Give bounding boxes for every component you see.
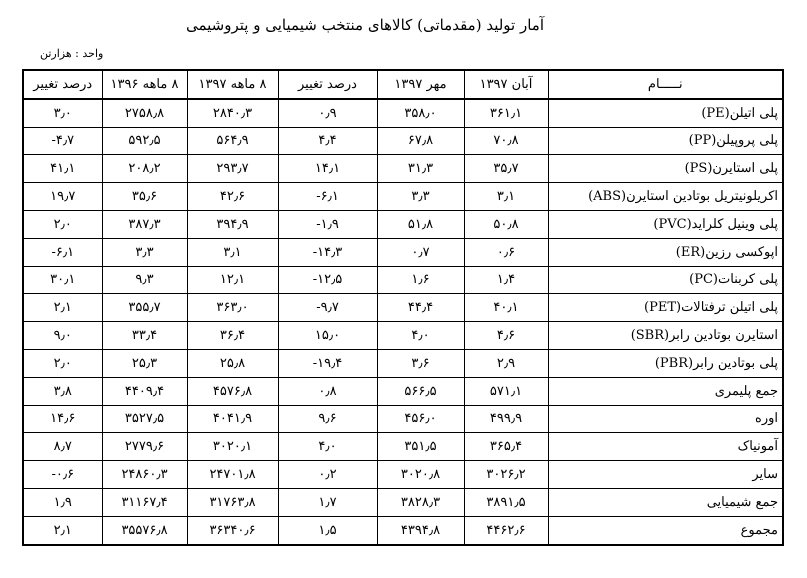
value-cell: ۴٫۶ <box>464 322 548 350</box>
value-cell: -۱٫۹ <box>278 210 377 238</box>
row-name-cell: جمع شیمیایی <box>548 488 783 516</box>
value-cell: ۳۰۲۶٫۲ <box>464 461 548 489</box>
table-title: آمار تولید (مقدماتی) کالاهای منتخب شیمیایی و پتروشیمی <box>185 16 545 34</box>
value-cell: -۱۴٫۳ <box>278 238 377 266</box>
value-cell: ۰٫۷ <box>377 238 464 266</box>
value-cell: ۲۴۷۰۱٫۸ <box>187 461 278 489</box>
value-cell: ۲۷۵۸٫۸ <box>102 99 187 127</box>
value-cell: ۸٫۷ <box>23 433 102 461</box>
value-cell: ۵۶۶٫۵ <box>377 377 464 405</box>
table-row <box>23 99 783 127</box>
value-cell: ۴۰٫۱ <box>464 294 548 322</box>
value-cell: ۳۵٫۷ <box>464 155 548 183</box>
table-row <box>23 433 783 461</box>
value-cell: ۳۱۱۶۷٫۴ <box>102 488 187 516</box>
value-cell: ۰٫۸ <box>278 377 377 405</box>
value-cell: ۱۲٫۱ <box>187 266 278 294</box>
value-cell: ۳۶۳٫۰ <box>187 294 278 322</box>
value-cell: ۳۶٫۴ <box>187 322 278 350</box>
value-cell: ۴٫۰ <box>278 433 377 461</box>
table-row <box>23 266 783 294</box>
value-cell: ۳۵۵۷۶٫۸ <box>102 516 187 544</box>
value-cell: ۴٫۴ <box>278 127 377 155</box>
value-cell: ۴۹۹٫۹ <box>464 405 548 433</box>
column-header: مهر ۱۳۹۷ <box>377 70 464 99</box>
value-cell: ۵۹۲٫۵ <box>102 127 187 155</box>
value-cell: ۲٫۹ <box>464 349 548 377</box>
value-cell: ۳۵۸٫۰ <box>377 99 464 127</box>
value-cell: ۰٫۶ <box>464 238 548 266</box>
value-cell: ۳۸۷٫۳ <box>102 210 187 238</box>
value-cell: ۳۹۴٫۹ <box>187 210 278 238</box>
table-row <box>23 210 783 238</box>
value-cell: ۱۵٫۰ <box>278 322 377 350</box>
column-header: ۸ ماهه ۱۳۹۷ <box>187 70 278 99</box>
value-cell: ۳۰۲۰٫۸ <box>377 461 464 489</box>
value-cell: ۶۷٫۸ <box>377 127 464 155</box>
value-cell: ۲٫۰ <box>23 349 102 377</box>
value-cell: ۳٫۶ <box>377 349 464 377</box>
value-cell: ۹٫۳ <box>102 266 187 294</box>
value-cell: ۴۳۹۴٫۸ <box>377 516 464 544</box>
value-cell: ۳۰۲۰٫۱ <box>187 433 278 461</box>
value-cell: ۲۵٫۳ <box>102 349 187 377</box>
value-cell: -۶٫۱ <box>23 238 102 266</box>
value-cell: ۵۶۴٫۹ <box>187 127 278 155</box>
row-name-cell: جمع پلیمری <box>548 377 783 405</box>
table-row <box>23 516 783 544</box>
table-row <box>23 238 783 266</box>
row-name-cell: پلی کربنات(PC) <box>548 266 783 294</box>
row-name-cell: استایرن بوتادین رابر(SBR) <box>548 322 783 350</box>
value-cell: ۹٫۶ <box>278 405 377 433</box>
column-header: درصد تغییر <box>278 70 377 99</box>
value-cell: ۳۱٫۳ <box>377 155 464 183</box>
value-cell: ۳۸۹۱٫۵ <box>464 488 548 516</box>
value-cell: ۲٫۱ <box>23 516 102 544</box>
value-cell: -۹٫۷ <box>278 294 377 322</box>
value-cell: ۱۴٫۱ <box>278 155 377 183</box>
table-body <box>23 99 783 545</box>
value-cell: ۵۰٫۸ <box>464 210 548 238</box>
value-cell: ۳٫۱ <box>464 183 548 211</box>
value-cell: ۳٫۸ <box>23 377 102 405</box>
column-header: درصد تغییر <box>23 70 102 99</box>
table-row <box>23 405 783 433</box>
value-cell: ۲۴۸۶۰٫۳ <box>102 461 187 489</box>
value-cell: ۱٫۶ <box>377 266 464 294</box>
row-name-cell: پلی بوتادین رابر(PBR) <box>548 349 783 377</box>
table-row <box>23 183 783 211</box>
value-cell: -۴٫۷ <box>23 127 102 155</box>
value-cell: ۰٫۲ <box>278 461 377 489</box>
value-cell: ۳٫۳ <box>102 238 187 266</box>
row-name-cell: مجموع <box>548 516 783 544</box>
value-cell: ۹٫۰ <box>23 322 102 350</box>
value-cell: ۱۴٫۶ <box>23 405 102 433</box>
value-cell: ۳۵۱٫۵ <box>377 433 464 461</box>
value-cell: ۱٫۷ <box>278 488 377 516</box>
value-cell: ۳۳٫۴ <box>102 322 187 350</box>
table-row <box>23 461 783 489</box>
unit-label: واحد : هزارتن <box>40 47 104 60</box>
value-cell: ۳۶۱٫۱ <box>464 99 548 127</box>
table-row <box>23 127 783 155</box>
row-name-cell: اکریلونیتریل بوتادین استایرن(ABS) <box>548 183 783 211</box>
table-row <box>23 377 783 405</box>
value-cell: ۴۴۰۹٫۴ <box>102 377 187 405</box>
value-cell: ۳۶۵٫۴ <box>464 433 548 461</box>
value-cell: ۵۱٫۸ <box>377 210 464 238</box>
value-cell: ۲۰۸٫۲ <box>102 155 187 183</box>
value-cell: -۰٫۶ <box>23 461 102 489</box>
table-row <box>23 155 783 183</box>
value-cell: ۳۵٫۶ <box>102 183 187 211</box>
value-cell: ۴۵۶٫۰ <box>377 405 464 433</box>
value-cell: ۴۰۴۱٫۹ <box>187 405 278 433</box>
value-cell: ۱٫۵ <box>278 516 377 544</box>
value-cell: -۱۹٫۴ <box>278 349 377 377</box>
value-cell: ۵۷۱٫۱ <box>464 377 548 405</box>
value-cell: ۴۵۷۶٫۸ <box>187 377 278 405</box>
value-cell: ۳۱۷۶۳٫۸ <box>187 488 278 516</box>
value-cell: ۳۰٫۱ <box>23 266 102 294</box>
table-row <box>23 349 783 377</box>
value-cell: ۲٫۰ <box>23 210 102 238</box>
value-cell: ۳۸۲۸٫۳ <box>377 488 464 516</box>
value-cell: ۴۱٫۱ <box>23 155 102 183</box>
value-cell: ۴۲٫۶ <box>187 183 278 211</box>
value-cell: ۴٫۰ <box>377 322 464 350</box>
column-header: ۸ ماهه ۱۳۹۶ <box>102 70 187 99</box>
row-name-cell: پلی پروپیلن(PP) <box>548 127 783 155</box>
value-cell: ۴۴۶۲٫۶ <box>464 516 548 544</box>
value-cell: ۳٫۱ <box>187 238 278 266</box>
value-cell: -۶٫۱ <box>278 183 377 211</box>
value-cell: ۲۸۴۰٫۳ <box>187 99 278 127</box>
value-cell: ۲۹۳٫۷ <box>187 155 278 183</box>
header-row <box>23 70 783 99</box>
column-header: آبان ۱۳۹۷ <box>464 70 548 99</box>
value-cell: ۳٫۰ <box>23 99 102 127</box>
value-cell: ۰٫۹ <box>278 99 377 127</box>
value-cell: ۳۵۵٫۷ <box>102 294 187 322</box>
row-name-cell: سایر <box>548 461 783 489</box>
value-cell: ۲۷۷۹٫۶ <box>102 433 187 461</box>
row-name-cell: پلی وینیل کلراید(PVC) <box>548 210 783 238</box>
value-cell: ۳٫۳ <box>377 183 464 211</box>
value-cell: ۳۵۲۷٫۵ <box>102 405 187 433</box>
value-cell: -۱۲٫۵ <box>278 266 377 294</box>
row-name-cell: اپوکسی رزین(ER) <box>548 238 783 266</box>
value-cell: ۱٫۹ <box>23 488 102 516</box>
table-row <box>23 322 783 350</box>
row-name-cell: پلی اتیلن(PE) <box>548 99 783 127</box>
value-cell: ۴۴٫۴ <box>377 294 464 322</box>
value-cell: ۲٫۱ <box>23 294 102 322</box>
value-cell: ۱٫۴ <box>464 266 548 294</box>
table-row <box>23 294 783 322</box>
value-cell: ۱۹٫۷ <box>23 183 102 211</box>
row-name-cell: آمونیاک <box>548 433 783 461</box>
row-name-cell: پلی استایرن(PS) <box>548 155 783 183</box>
table-row <box>23 488 783 516</box>
row-name-cell: اوره <box>548 405 783 433</box>
production-table <box>22 69 784 546</box>
column-header: نـــــام <box>548 70 783 99</box>
value-cell: ۳۶۳۴۰٫۶ <box>187 516 278 544</box>
value-cell: ۷۰٫۸ <box>464 127 548 155</box>
value-cell: ۲۵٫۸ <box>187 349 278 377</box>
row-name-cell: پلی اتیلن ترفتالات(PET) <box>548 294 783 322</box>
